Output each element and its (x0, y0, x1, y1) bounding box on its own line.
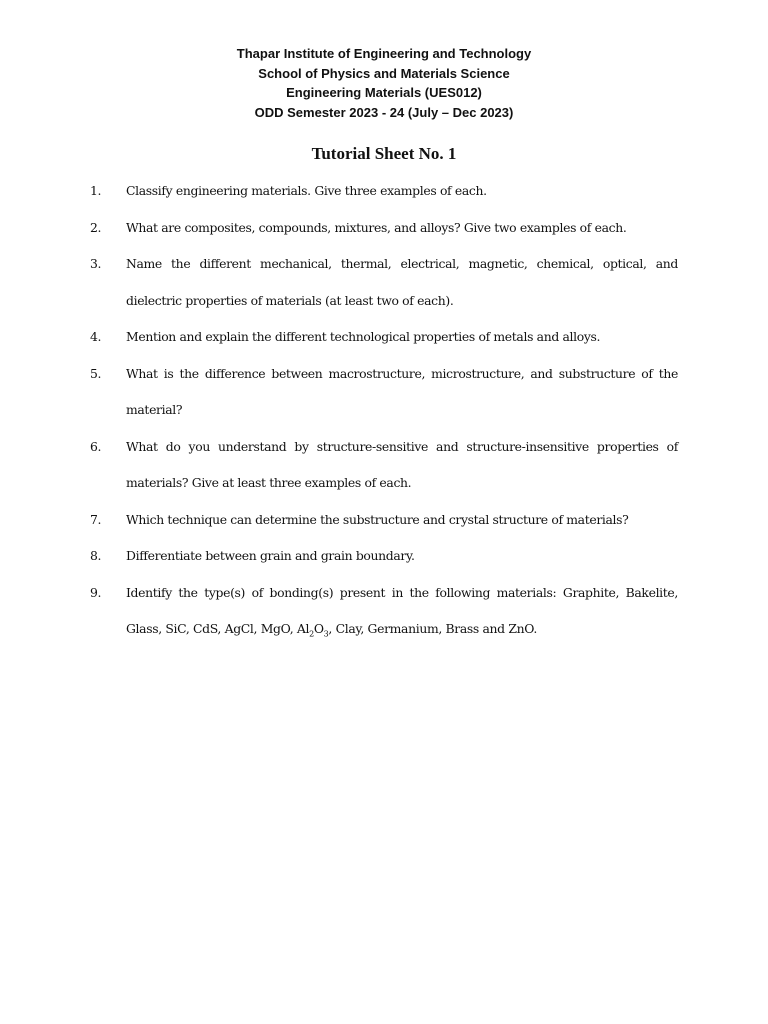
question-text-part: Identify the type(s) of bonding(s) present in the following materials: Graphite, Bakelite, Glass, SiC, CdS, AgCl, MgO, Al (126, 584, 678, 636)
question-text (126, 575, 678, 648)
subscript: 2 (309, 629, 314, 639)
question-number: 9. (90, 584, 102, 600)
question-text-part: O (313, 621, 324, 636)
question-text: Mention and explain the different technological properties of metals and alloys. (126, 329, 601, 344)
question-number: 8. (90, 548, 102, 563)
question-text: What is the difference between macrostructure, microstructure, and substructure of the material? (126, 365, 678, 417)
question-text: Classify engineering materials. Give three examples of each. (126, 183, 487, 198)
question-number: 4. (90, 329, 102, 344)
question-item (0, 252, 768, 325)
question-number: 3. (90, 256, 102, 271)
school-name: School of Physics and Materials Science (258, 65, 510, 81)
question-item (0, 435, 768, 508)
question-number: 7. (90, 511, 102, 527)
institute-name: Thapar Institute of Engineering and Technology (236, 46, 532, 61)
question-text: Differentiate between grain and grain boundary. (126, 548, 415, 563)
document-header (0, 44, 768, 122)
question-text: Name the different mechanical, thermal, electrical, magnetic, chemical, optical, and dielectric properties of materials (at least two of each). (126, 256, 678, 308)
question-number: 6. (90, 438, 102, 454)
question-item (0, 581, 768, 654)
question-list (0, 179, 768, 654)
sheet-title: Tutorial Sheet No. 1 (311, 144, 457, 163)
question-number: 2. (90, 219, 102, 235)
question-text-part: , Clay, Germanium, Brass and ZnO. (328, 621, 537, 636)
question-number: 1. (90, 183, 102, 198)
course-name: Engineering Materials (UES012) (286, 85, 482, 100)
semester-line: ODD Semester 2023 - 24 (July – Dec 2023) (254, 104, 514, 120)
question-number: 5. (90, 365, 102, 381)
question-text: What are composites, compounds, mixtures, and alloys? Give two examples of each. (126, 219, 627, 235)
subscript: 3 (323, 629, 329, 639)
question-text: Which technique can determine the substructure and crystal structure of materials? (126, 511, 629, 527)
question-text: What do you understand by structure-sensitive and structure-insensitive properties of materials? Give at least three examples of each. (126, 438, 678, 490)
question-item (0, 362, 768, 435)
